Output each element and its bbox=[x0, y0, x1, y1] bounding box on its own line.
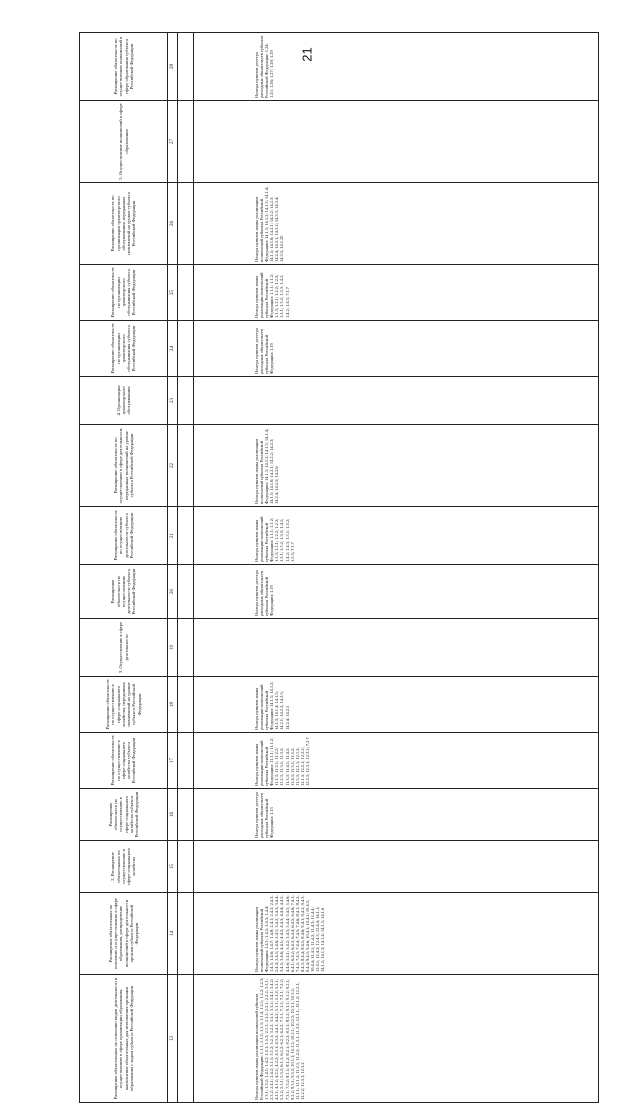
column-number: 19 bbox=[168, 619, 178, 677]
column-number: 28 bbox=[168, 33, 178, 101]
empty-row bbox=[178, 33, 194, 1103]
body-cell: Номера пунктов плана реализации полномочий субъекта Российской Федерации: 1.1.1; 1.1.2; 1.1.3; 1.2.1; 1.2.2; 1.2.3; 1.3.1; 1.3.2; 1.3.3; 1.4.1; 1.4.2; 1.4.3; 7.1.7 bbox=[194, 265, 599, 321]
column-number-row bbox=[168, 33, 178, 1103]
body-cell: Номера пунктов плана реализации полномочий субъекта Российской Федерации: 14.1.1; 14.1.2; 14.1.3; 14.1.4; 14.1.5; 14.1.6; 14.2.1; 14.2.2; 14.2.3; 14.2.4; 14.2.5; 14.2.6 bbox=[194, 425, 599, 507]
header-cell: 2. Расширение обязательных по осуществлению в сфере социального хозяйства bbox=[80, 841, 168, 893]
header-cell: 3. Осуществление в сфере деятельности bbox=[80, 619, 168, 677]
body-cell: Номера пунктов реестра расходных обязательств субъекта Российской Федерации: 1.19 bbox=[194, 565, 599, 619]
header-cell: Расширение обязательств по осуществлению в сфере социального хозяйства, переданных полномочий на уровне субъекта Российской Федерации bbox=[80, 677, 168, 733]
column-number: 14 bbox=[168, 893, 178, 975]
body-cell: Номера пунктов реестра расходных обязательств субъекта Российской Федерации: 1.19 bbox=[194, 321, 599, 377]
page-number: 21 bbox=[299, 47, 315, 62]
header-cell: Расширение обязательств по организации транспортного обслуживания, переданных полномочий на уровне субъекта Российской Федерации bbox=[80, 183, 168, 265]
header-cell: Расширение обязательств по осуществлению деятельности субъекта Российской Федерации bbox=[80, 565, 168, 619]
header-cell: 5. Осуществление полномочий в сфере образования bbox=[80, 101, 168, 183]
body-cell: Номера пунктов плана реализации полномочий субъекта Российской Федерации: 1.1.1; 1.1.2; 1.1.3; 1.2.1; 1.2.2; 1.2.3; 1.3.1; 1.3.2; 1.3.3; 1.4.1; 1.4.2; 1.4.3; 1.5.1; 1.5.2; 1.5.3; 7.1.7 bbox=[194, 507, 599, 565]
authority-table bbox=[79, 32, 599, 1103]
header-cell: 4. Организация транспортного обслуживания bbox=[80, 377, 168, 425]
column-number: 20 bbox=[168, 565, 178, 619]
column-number: 13 bbox=[168, 975, 178, 1103]
body-cell: Номера пунктов плана реализации полномочий субъекта Российской Федерации: 14.1.1; 14.1.2; 14.1.3; 14.1.4; 14.1.5; 14.1.6; 14.2.1; 14.2.2; 14.2.3; 14.2.4; 14.3.1; 14.3.2; 14.3.3; 14.3.4; 14.3.5; 14.1.20 bbox=[194, 183, 599, 265]
column-number: 22 bbox=[168, 425, 178, 507]
header-cell: Расширение обязательств по осуществлению в сфере социального хозяйства субъекта Российской Федерации bbox=[80, 789, 168, 841]
column-number: 15 bbox=[168, 841, 178, 893]
column-number: 26 bbox=[168, 183, 178, 265]
header-cell: Расширение обязательств по осуществлению в сфере деятельности, переданных полномочий на уровне субъекта Российской Федерации bbox=[80, 425, 168, 507]
rotated-table-wrapper bbox=[79, 33, 599, 1103]
header-cell: Расширение обязательств по организации транспортного обслуживания субъекта Российской Федерации bbox=[80, 265, 168, 321]
column-number: 16 bbox=[168, 789, 178, 841]
body-cell bbox=[194, 377, 599, 425]
column-number: 17 bbox=[168, 733, 178, 789]
column-number: 18 bbox=[168, 677, 178, 733]
content-row bbox=[194, 33, 599, 1103]
header-cell: Расширение обязательств по организации транспортного обслуживания субъекта Российской Федерации bbox=[80, 321, 168, 377]
header-cell: Расширение обязательств по осуществлению в сфере социального хозяйства субъекта Российской Федерации bbox=[80, 733, 168, 789]
body-cell: Номера пунктов реестра расходных обязательств субъекта Российской Федерации: 1.13 bbox=[194, 789, 599, 841]
header-cell: Расширение обязательств по осуществлению деятельности субъекта Российской Федерации bbox=[80, 507, 168, 565]
header-cell: Расширение обязательных по освоению и осуществлению в сфере образования, распределение полномочий в сфере деятельности органов субъекта Российской Федерации bbox=[80, 893, 168, 975]
header-cell: Расширение обязательных по освоению видов деятельности и осуществлению в сфере организации образования, выполнение обязательных для исполнения органами образования с кодом субъекта Российской Федерации bbox=[80, 975, 168, 1103]
column-number: 27 bbox=[168, 101, 178, 183]
column-number: 21 bbox=[168, 507, 178, 565]
body-cell: Номера пунктов плана реализации полномочий субъекта Российской Федерации: 1.1.1; 1.1.2; 1.1.3; 1.1.4; 1.2.1; 1.2.2; 1.2.3; 1.3.1; 1.3.2; 1.4.1; 1.4.2; 1.5.1; 1.5.2; 2.1.1; 2.1.2; 2.2.1; 2.2.2; 2.3.1; 2.3.2; 2.4.1; 2.4.2; 3.1.1; 3.1.2; 3.2.1; 3.2.2; 3.3.1; 3.3.2; 3.4.1; 3.4.2; 4.1.1; 4.1.2; 4.2.1; 4.2.2; 4.3.1; 4.3.2; 4.4.1; 4.4.2; 5.1.1; 5.1.2; 5.2.1; 5.2.2; 5.3.1; 5.3.2; 6.1.1; 6.1.2; 6.2.1; 6.2.2; 7.1.1; 7.1.2; 7.2.1; 7.2.2; 7.3.1; 7.3.2; 8.1.1; 8.1.2; 8.2.1; 8.2.2; 8.3.1; 8.3.2; 9.1.1; 9.1.2; 9.2.1; 9.2.2; 9.3.1; 9.3.2; 10.1.1; 10.1.2; 10.2.1; 10.2.2; 10.3.1; 10.3.2; 11.1.1; 11.1.2; 11.2.1; 11.2.2; 11.3.1; 11.3.2; 12.1.1; 12.1.2; 12.2.1; 12.2.2; 12.3.1; 12.3.2 bbox=[194, 975, 599, 1103]
column-number: 25 bbox=[168, 265, 178, 321]
body-cell bbox=[194, 619, 599, 677]
header-cell: Расширение обязательств по осуществлению полномочий в сфере образования субъекта Российской Федерации bbox=[80, 33, 168, 101]
body-cell: Номера пунктов плана реализации полномочий субъекта Российской Федерации: 14.1.1; 14.1.2; 14.1.3; 14.1.4; 14.1.5; 14.2.1; 14.2.2; 14.2.3; 14.2.4; 14.2.5 bbox=[194, 677, 599, 733]
body-cell: Номера пунктов реестра расходных обязательств субъекта Российской Федерации: 1.24; 1.25; 1.26; 1.27; 1.28; 1.29 bbox=[194, 33, 599, 101]
body-cell bbox=[194, 841, 599, 893]
body-cell: Номера пунктов плана реализации полномочий субъекта Российской Федерации: 11.1.1; 11.1.2; 11.1.3; 11.2.1; 11.2.2; 11.2.3; 11.3.1; 11.3.2; 11.3.3; 11.4.1; 11.4.2; 11.4.3; 11.5.1; 11.5.2; 11.5.3; 12.1.1; 12.1.2; 12.1.3; 12.2.1; 12.2.2; 12.2.3; 12.3.1; 12.3.2; 7.2.7 bbox=[194, 733, 599, 789]
column-number: 23 bbox=[168, 377, 178, 425]
body-cell bbox=[194, 101, 599, 183]
column-number: 24 bbox=[168, 321, 178, 377]
body-cell: Номера пунктов плана реализации полномочий субъекта Российской Федерации: 1.4.1; 1.4.2; 1.4.3; 1.4.4; 1.4.5; 1.4.6; 1.4.7; 1.4.8; 2.4.1; 2.4.2; 2.4.3; 2.4.4; 2.4.5; 2.4.6; 3.4.1; 3.4.2; 3.4.3; 3.4.4; 3.4.5; 3.4.6; 4.4.1; 4.4.2; 4.4.3; 4.4.4; 4.4.5; 4.4.6; 5.4.1; 5.4.2; 5.4.3; 5.4.4; 5.4.5; 5.4.6; 6.4.1; 6.4.2; 6.4.3; 6.4.4; 6.4.5; 6.4.6; 7.4.1; 7.4.2; 7.4.3; 7.4.4; 7.4.5; 7.4.6; 8.4.1; 8.4.2; 8.4.3; 8.4.4; 8.4.5; 8.4.6; 9.4.1; 9.4.2; 9.4.3; 9.4.4; 9.4.5; 9.4.6; 10.4.1; 10.4.2; 10.4.3; 10.4.4; 11.4.1; 11.4.2; 11.4.3; 11.4.4; 12.4.1; 12.4.2; 12.4.3; 12.4.4; 14.1.1; 14.1.2; 14.1.3; 14.1.4; 14.1.5; 14.1.6 bbox=[194, 893, 599, 975]
header-row bbox=[80, 33, 168, 1103]
